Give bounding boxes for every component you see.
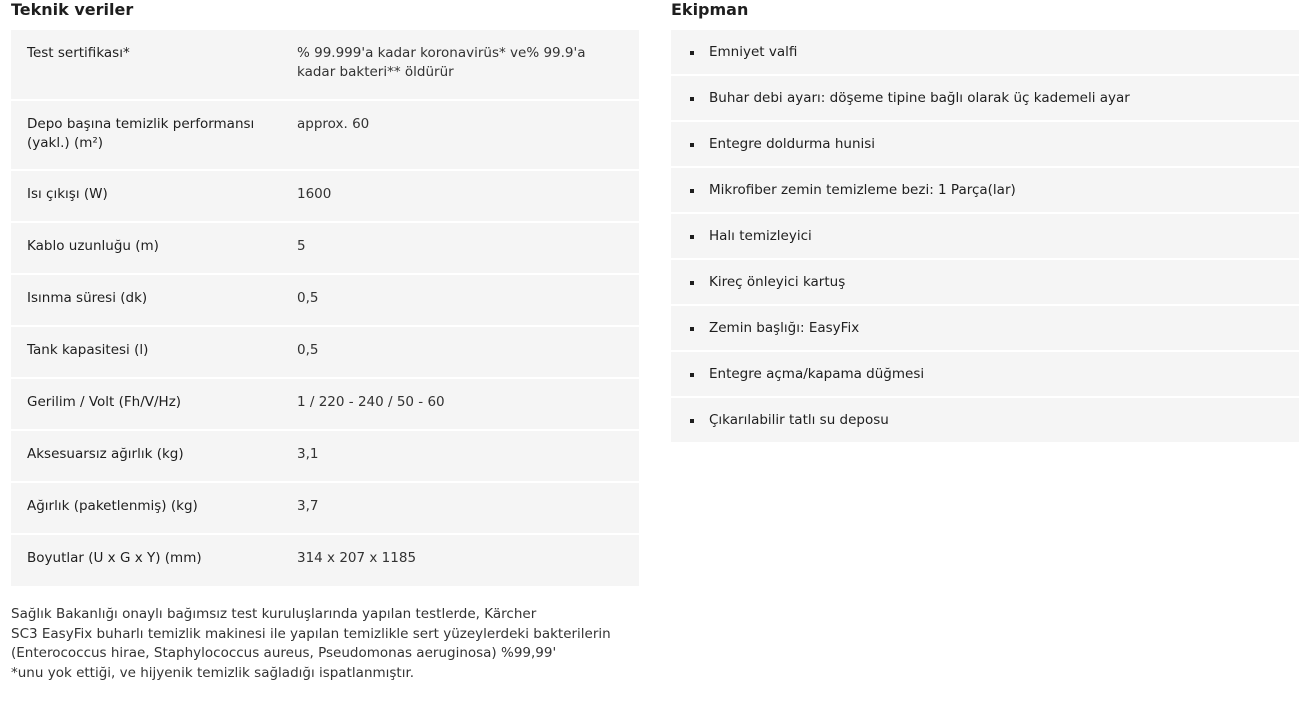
list-item [671, 122, 1299, 168]
equipment-item-label: Entegre doldurma hunisi [709, 136, 876, 152]
list-item [671, 352, 1299, 398]
spec-label: Isı çıkışı (W) [11, 170, 281, 222]
spec-value: 5 [281, 222, 639, 274]
table-row [11, 482, 639, 534]
list-item [671, 168, 1299, 214]
equipment-item-label: Emniyet valfi [709, 44, 798, 60]
list-item [671, 260, 1299, 306]
spec-label: Aksesuarsız ağırlık (kg) [11, 430, 281, 482]
table-row [11, 430, 639, 482]
spec-value: 1600 [281, 170, 639, 222]
technical-data-section [11, 0, 639, 684]
table-row [11, 222, 639, 274]
spec-label: Isınma süresi (dk) [11, 274, 281, 326]
equipment-item-label: Kireç önleyici kartuş [709, 274, 846, 290]
equipment-title: Ekipman [671, 0, 749, 19]
bullet-icon [690, 281, 694, 285]
table-row [11, 378, 639, 430]
table-row [11, 170, 639, 222]
bullet-icon [690, 143, 694, 147]
table-row [11, 30, 639, 100]
spec-label: Tank kapasitesi (l) [11, 326, 281, 378]
table-row [11, 326, 639, 378]
test-footnote: Sağlık Bakanlığı onaylı bağımsız test kuruluşlarında yapılan testlerde, Kärcher SC3 EasyFix buharlı temizlik makinesi ile yapılan temizlikle sert yüzeylerdeki bakterilerin (Enterococcus hirae, Staphylococcus aureus, Pseudomonas aeruginosa) %99,99' *unu yok ettiği, ve hijyenik temizlik sağladığı ispatlanmıştır. [11, 606, 611, 682]
equipment-item-label: Entegre açma/kapama düğmesi [709, 366, 925, 382]
equipment-section [671, 0, 1299, 442]
bullet-icon [690, 373, 694, 377]
equipment-item-label: Buhar debi ayarı: döşeme tipine bağlı olarak üç kademeli ayar [709, 90, 1130, 106]
spec-value: approx. 60 [281, 100, 639, 170]
specs-table [11, 30, 639, 586]
spec-label: Kablo uzunluğu (m) [11, 222, 281, 274]
table-row [11, 274, 639, 326]
spec-value: 1 / 220 - 240 / 50 - 60 [281, 378, 639, 430]
spec-value: 3,7 [281, 482, 639, 534]
spec-value: 0,5 [281, 274, 639, 326]
bullet-icon [690, 235, 694, 239]
spec-label: Test sertifikası* [11, 30, 281, 100]
bullet-icon [690, 327, 694, 331]
bullet-icon [690, 51, 694, 55]
spec-label: Gerilim / Volt (Fh/V/Hz) [11, 378, 281, 430]
equipment-item-label: Mikrofiber zemin temizleme bezi: 1 Parça(lar) [709, 182, 1016, 198]
spec-label: Boyutlar (U x G x Y) (mm) [27, 550, 202, 566]
table-row [11, 100, 639, 170]
bullet-icon [690, 189, 694, 193]
list-item [671, 398, 1299, 442]
spec-label: Ağırlık (paketlenmiş) (kg) [11, 482, 281, 534]
list-item [671, 306, 1299, 352]
list-item [671, 214, 1299, 260]
bullet-icon [690, 419, 694, 423]
list-item [671, 76, 1299, 122]
equipment-item-label: Çıkarılabilir tatlı su deposu [709, 412, 889, 428]
table-row [11, 534, 639, 586]
spec-value: % 99.999'a kadar koronavirüs* ve% 99.9'a kadar bakteri** öldürür [281, 30, 639, 100]
spec-value: 314 x 207 x 1185 [297, 550, 417, 566]
spec-value: 0,5 [281, 326, 639, 378]
equipment-item-label: Zemin başlığı: EasyFix [709, 320, 860, 336]
bullet-icon [690, 97, 694, 101]
list-item [671, 30, 1299, 76]
equipment-item-label: Halı temizleyici [709, 228, 812, 244]
spec-value: 3,1 [281, 430, 639, 482]
technical-data-title: Teknik veriler [11, 0, 134, 19]
equipment-list [671, 30, 1299, 442]
spec-label: Depo başına temizlik performansı (yakl.) (m²) [11, 100, 281, 170]
